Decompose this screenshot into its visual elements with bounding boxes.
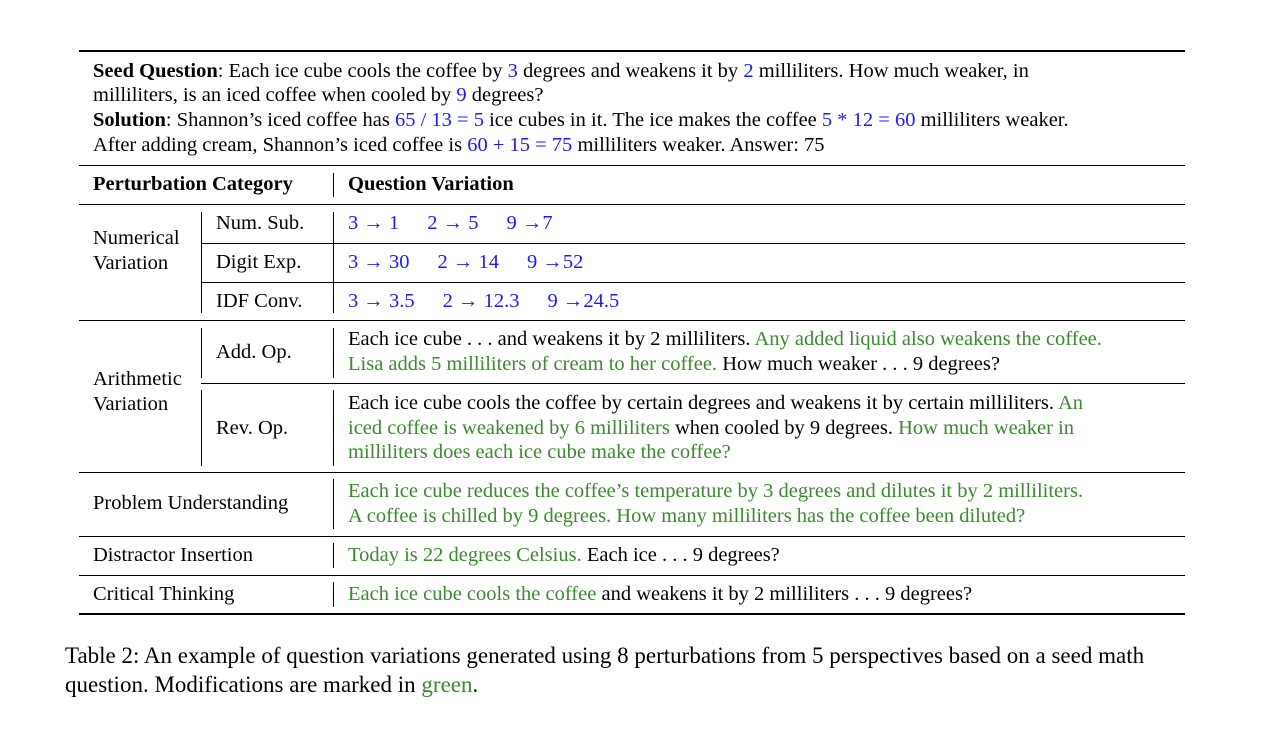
arithmetic-bottom-rule <box>79 472 1185 473</box>
add-op-line2: Lisa adds 5 milliliters of cream to her coffee. How much weaker . . . 9 degrees? <box>348 353 1000 375</box>
rev-op-line1: Each ice cube cools the coffee by certain degrees and weakens it by certain milliliters. An <box>348 392 1084 414</box>
num-sub-values: 3 → 1 2 → 5 9 →7 <box>348 212 553 234</box>
category-distractor-insertion: Distractor Insertion <box>93 544 253 566</box>
subcat-rev-op: Rev. Op. <box>216 417 289 439</box>
subcat-idf-conv: IDF Conv. <box>216 290 303 312</box>
addop-rule <box>201 383 1185 384</box>
problem-divider <box>333 479 334 529</box>
caption-green-word: green <box>421 672 473 697</box>
subcat-digit-exp: Digit Exp. <box>216 251 302 273</box>
arith-subdivider-2 <box>201 390 202 466</box>
seed-question-line2: milliliters, is an iced coffee when cooled by 9 degrees? <box>93 84 544 106</box>
category-arithmetic-1: Arithmetic <box>93 368 182 390</box>
critical-text: Each ice cube cools the coffee and weakens it by 2 milliliters . . . 9 degrees? <box>348 583 973 605</box>
category-arithmetic-2: Variation <box>93 393 169 415</box>
solution-label: Solution <box>93 109 166 131</box>
arith-divider-1 <box>333 328 334 378</box>
digit-exp-values: 3 → 30 2 → 14 9 →52 <box>348 251 584 273</box>
seed-question-label: Seed Question <box>93 60 218 82</box>
critical-divider <box>333 582 334 607</box>
numerical-bottom-rule <box>79 320 1185 321</box>
digitexp-rule <box>201 282 1185 283</box>
subcat-add-op: Add. Op. <box>216 341 292 363</box>
arith-divider-2 <box>333 390 334 466</box>
bottom-rule <box>79 613 1185 615</box>
problem-line1: Each ice cube reduces the coffee’s temperature by 3 degrees and dilutes it by 2 milliliters. <box>348 480 1084 502</box>
numsub-rule <box>201 243 1185 244</box>
category-numerical-2: Variation <box>93 252 169 274</box>
rev-op-line2: iced coffee is weakened by 6 milliliters when cooled by 9 degrees. How much weaker in <box>348 417 1075 439</box>
header-bottom-rule <box>79 204 1185 205</box>
arith-subdivider-1 <box>201 328 202 378</box>
top-rule <box>79 50 1185 52</box>
header-question-variation: Question Variation <box>348 173 514 195</box>
idf-conv-values: 3 → 3.5 2 → 12.3 9 →24.5 <box>348 290 620 312</box>
add-op-line1: Each ice cube . . . and weakens it by 2 milliliters. Any added liquid also weakens the coffee. <box>348 328 1102 350</box>
category-critical-thinking: Critical Thinking <box>93 583 235 605</box>
numerical-subdivider <box>201 212 202 313</box>
rev-op-line3: milliliters does each ice cube make the coffee? <box>348 441 731 463</box>
numerical-divider <box>333 212 334 313</box>
subcat-num-sub: Num. Sub. <box>216 212 305 234</box>
solution-line2: After adding cream, Shannon’s iced coffee is 60 + 15 = 75 milliliters weaker. Answer: 75 <box>93 134 825 156</box>
category-numerical-1: Numerical <box>93 227 180 249</box>
header-perturbation-category: Perturbation Category <box>93 173 293 195</box>
distractor-text: Today is 22 degrees Celsius. Each ice . . . 9 degrees? <box>348 544 780 566</box>
distractor-divider <box>333 543 334 568</box>
problem-bottom-rule <box>79 536 1185 537</box>
seed-bottom-rule <box>79 165 1185 166</box>
table-caption: Table 2: An example of question variations generated using 8 perturbations from 5 perspectives based on a seed math question. Modifications are marked in green. <box>65 643 1145 697</box>
header-divider <box>333 173 334 197</box>
distractor-bottom-rule <box>79 575 1185 576</box>
seed-question-line1: Seed Question: Each ice cube cools the coffee by 3 degrees and weakens it by 2 milliliters. How much weaker, in <box>93 60 1029 82</box>
solution-line1: Solution: Shannon’s iced coffee has 65 / 13 = 5 ice cubes in it. The ice makes the coffee 5 * 12 = 60 milliliters weaker. <box>93 109 1069 131</box>
problem-line2: A coffee is chilled by 9 degrees. How many milliliters has the coffee been diluted? <box>348 505 1026 527</box>
category-problem-understanding: Problem Understanding <box>93 492 289 514</box>
